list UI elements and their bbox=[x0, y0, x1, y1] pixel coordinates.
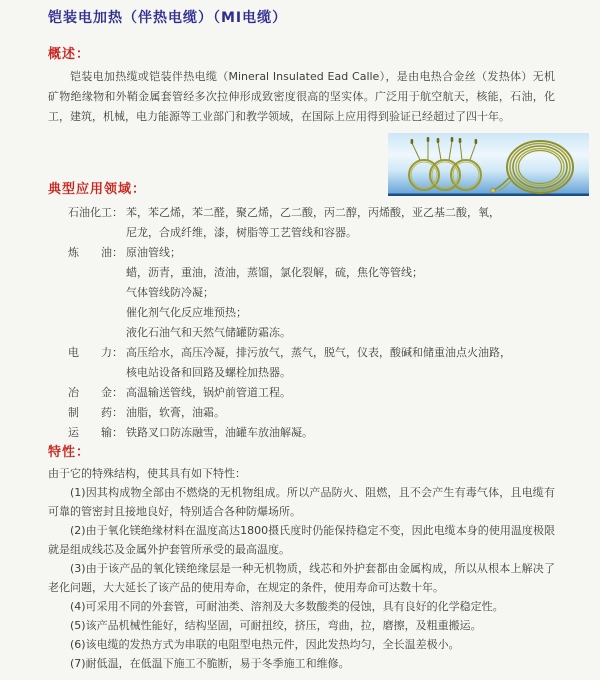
application-line: 尼龙，合成纤维，漆，树脂等工艺管线和容器。 bbox=[126, 226, 357, 239]
overview-heading: 概述： bbox=[48, 47, 91, 62]
applications-list bbox=[48, 203, 555, 443]
application-line: 高温输送管线，锅炉前管道工程。 bbox=[126, 386, 291, 399]
application-row bbox=[68, 383, 555, 403]
application-row bbox=[68, 403, 555, 423]
applications-heading: 典型应用领域： bbox=[48, 182, 147, 197]
application-line: 核电站设备和回路及螺栓加热器。 bbox=[126, 366, 291, 379]
feature-item: (6)该电缆的发热方式为串联的电阻型电热元件，因此发热均匀，全长温差极小。 bbox=[70, 638, 460, 651]
application-category-label: 冶 金： bbox=[68, 386, 123, 399]
application-line: 苯，苯乙烯，苯二醛，聚乙烯，乙二酸，丙二醇，丙烯酸，亚乙基二酸，氧， bbox=[126, 206, 500, 219]
application-category-label: 石油化工： bbox=[68, 206, 123, 219]
features-intro: 由于它的特殊结构，使其具有如下特性： bbox=[48, 467, 246, 480]
application-category-content bbox=[126, 423, 555, 443]
feature-item: (1)因其构成物全部由不燃烧的无机物组成。所以产品防火、阻燃，且不会产生有毒气体，且电缆有可靠的管密封且接地良好，特别适合各种防爆场所。 bbox=[48, 486, 555, 518]
application-line: 高压给水，高压冷凝，排污放气，蒸气，脱气，仪表，酸碱和储重油点火油路， bbox=[126, 346, 511, 359]
application-line: 气体管线防冷凝； bbox=[126, 286, 214, 299]
overview-paragraph: 铠装电加热缆或铠装伴热电缆（Mineral Insulated Ead Calle），是由电热合金丝（发热体）无机矿物绝缘物和外鞘金属套管经多次拉伸形成致密度很高的坚实体。广泛用于航空航天，核能，石油，化工，建筑，机械，电力能源等工业部门和教学领域，在国际上应用得到验证已经超过了四十年。 bbox=[48, 70, 555, 123]
application-category-content bbox=[126, 383, 555, 403]
feature-item: (7)耐低温，在低温下施工不脆断，易于冬季施工和维修。 bbox=[70, 657, 350, 670]
application-category-content bbox=[126, 343, 555, 383]
application-category-label: 电 力： bbox=[68, 346, 123, 359]
application-category-label: 炼 油： bbox=[68, 246, 123, 259]
application-category-content bbox=[126, 403, 555, 423]
application-line: 蜡，沥青，重油，渣油，蒸馏，氯化裂解，硫，焦化等管线； bbox=[126, 266, 423, 279]
application-line: 原油管线； bbox=[126, 246, 181, 259]
feature-item: (2)由于氧化镁绝缘材料在温度高达1800摄氏度时仍能保持稳定不变，因此电缆本身的使用温度极限就是组成线芯及金属外护套管所承受的最高温度。 bbox=[48, 524, 555, 556]
feature-item: (5)该产品机械性能好，结构坚固，可耐扭绞，挤压，弯曲，拉，磨擦，及粗重搬运。 bbox=[70, 619, 482, 632]
application-category-content bbox=[126, 243, 555, 343]
feature-item: (3)由于该产品的氧化镁绝缘层是一种无机物质，线芯和外护套都由金属构成，所以从根本上解决了老化问题，大大延长了该产品的使用寿命，在规定的条件，使用寿命可达数十年。 bbox=[48, 562, 555, 594]
page-title: 铠装电加热（伴热电缆）（MI电缆） bbox=[48, 10, 288, 26]
application-line: 铁路叉口防冻融雪，油罐车放油解凝。 bbox=[126, 426, 313, 439]
application-category-content bbox=[126, 203, 555, 243]
features-list bbox=[48, 483, 555, 673]
application-row bbox=[68, 243, 555, 343]
features-heading: 特性： bbox=[48, 445, 91, 460]
application-line: 油脂，软膏，油霜。 bbox=[126, 406, 225, 419]
application-line: 催化剂气化反应堆预热； bbox=[126, 306, 247, 319]
application-category-label: 制 药： bbox=[68, 406, 123, 419]
cable-coils-photo bbox=[388, 133, 589, 196]
application-row bbox=[68, 343, 555, 383]
feature-item: (4)可采用不同的外套管，可耐油类、溶剂及大多数酸类的侵蚀，具有良好的化学稳定性。 bbox=[70, 600, 504, 613]
application-row bbox=[68, 423, 555, 443]
application-row bbox=[68, 203, 555, 243]
application-category-label: 运 输： bbox=[68, 426, 123, 439]
application-line: 液化石油气和天然气储罐防霜冻。 bbox=[126, 326, 291, 339]
